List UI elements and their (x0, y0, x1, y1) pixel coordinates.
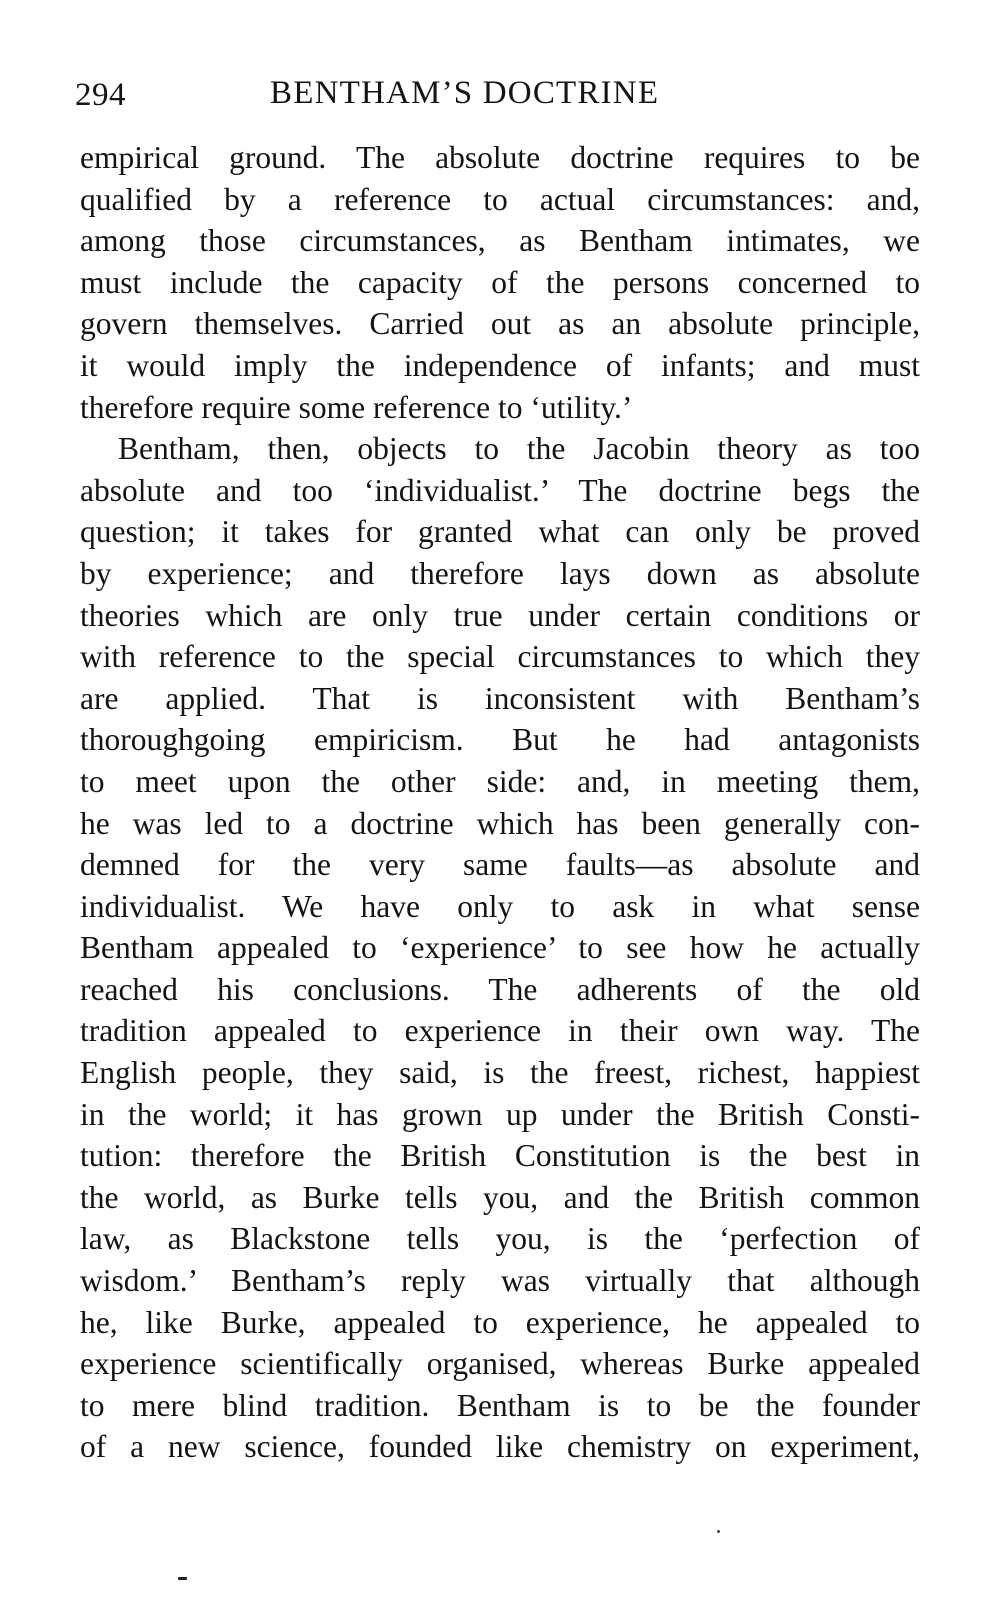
text-line: with reference to the special circumstances to which they (80, 639, 920, 675)
text-line: qualified by a reference to actual circumstances: and, (80, 181, 920, 217)
text-line: therefore require some reference to ‘utility.’ (80, 389, 633, 425)
text-line: wisdom.’ Bentham’s reply was virtually that although (80, 1263, 920, 1299)
text-line: law, as Blackstone tells you, is the ‘perfection of (80, 1221, 920, 1257)
running-title: BENTHAM’S DOCTRINE (270, 75, 660, 111)
text-line: to mere blind tradition. Bentham is to be the founder (80, 1387, 920, 1423)
text-line: Bentham appealed to ‘experience’ to see how he actually (80, 930, 920, 966)
text-line: experience scientifically organised, whereas Burke appealed (80, 1346, 920, 1382)
print-speck (178, 1577, 187, 1580)
text-line: the world, as Burke tells you, and the British common (80, 1179, 920, 1215)
text-line: tution: therefore the British Constitution is the best in (80, 1138, 920, 1174)
text-line: among those circumstances, as Bentham intimates, we (80, 223, 920, 259)
text-line: demned for the very same faults—as absolute and (80, 847, 920, 883)
text-line: govern themselves. Carried out as an absolute principle, (80, 306, 920, 342)
text-line: English people, they said, is the freest, richest, happiest (80, 1055, 920, 1091)
text-line: to meet upon the other side: and, in meeting them, (80, 763, 920, 799)
text-line: thoroughgoing empiricism. But he had antagonists (80, 722, 920, 758)
text-line: it would imply the independence of infants; and must (80, 347, 920, 383)
print-speck (717, 1530, 720, 1533)
text-line: individualist. We have only to ask in what sense (80, 888, 920, 924)
text-line: Bentham, then, objects to the Jacobin theory as too (118, 431, 920, 467)
page-number: 294 (75, 77, 126, 113)
text-line: he was led to a doctrine which has been generally con- (80, 805, 920, 841)
text-line: by experience; and therefore lays down as absolute (80, 555, 920, 591)
text-line: absolute and too ‘individualist.’ The doctrine begs the (80, 472, 920, 508)
text-line: are applied. That is inconsistent with Bentham’s (80, 680, 920, 716)
text-line: he, like Burke, appealed to experience, he appealed to (80, 1304, 920, 1340)
text-line: of a new science, founded like chemistry on experiment, (80, 1429, 920, 1465)
text-line: theories which are only true under certain conditions or (80, 597, 920, 633)
text-line: tradition appealed to experience in their own way. The (80, 1013, 920, 1049)
body-text (80, 137, 920, 1468)
text-line: reached his conclusions. The adherents of the old (80, 971, 920, 1007)
text-line: empirical ground. The absolute doctrine requires to be (80, 140, 920, 175)
text-line: question; it takes for granted what can only be proved (80, 514, 920, 550)
text-line: must include the capacity of the persons concerned to (80, 264, 920, 300)
text-line: in the world; it has grown up under the British Consti- (80, 1096, 920, 1132)
